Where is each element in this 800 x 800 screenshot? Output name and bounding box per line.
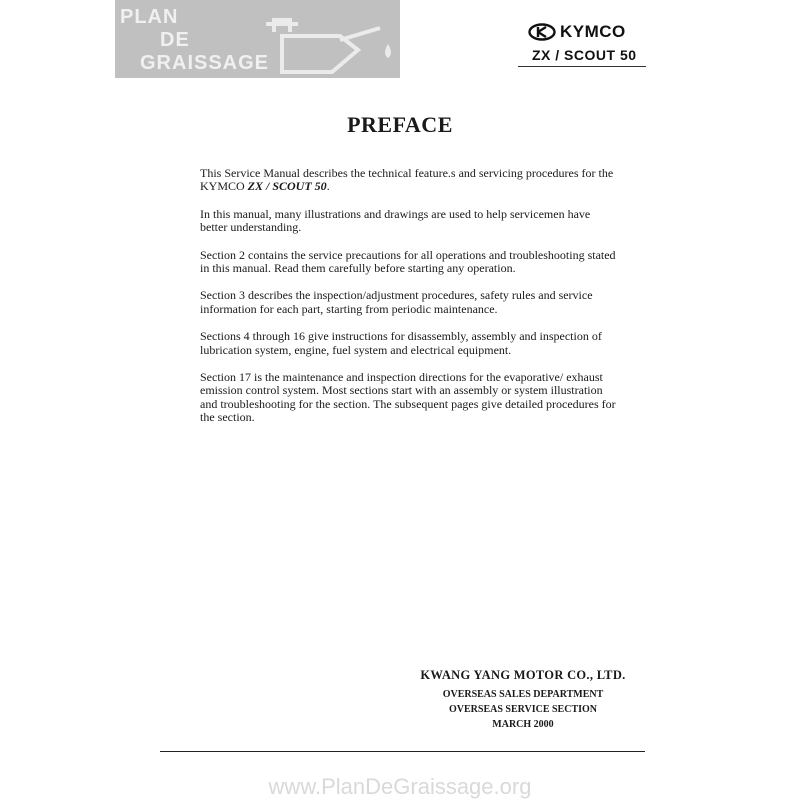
watermark-line-2: DE	[160, 29, 190, 51]
header-divider	[518, 66, 646, 67]
company-section: OVERSEAS SERVICE SECTION	[448, 704, 598, 715]
paragraph-6: Section 17 is the maintenance and inspection directions for the evaporative/ exhaust emission control system. Most sections start with an assembly or system illustration and troubleshooting for the section. The subsequent pages give detailed procedures for the section.	[200, 370, 616, 425]
company-department: OVERSEAS SALES DEPARTMENT	[442, 689, 604, 700]
preface-body	[200, 167, 620, 439]
model-emphasis: ZX / SCOUT 50	[247, 179, 327, 194]
paragraph-4: Section 3 describes the inspection/adjustment procedures, safety rules and service information for each part, starting from periodic maintenance.	[200, 288, 593, 316]
watermark-line-1: PLAN	[120, 6, 179, 28]
company-block	[408, 668, 638, 732]
company-date: MARCH 2000	[492, 719, 554, 730]
paragraph-text: .	[326, 179, 330, 194]
footer-watermark-url: www.PlanDeGraissage.org	[268, 774, 532, 799]
paragraph-3: Section 2 contains the service precautions for all operations and troubleshooting stated in this manual. Read them carefully before starting any operation.	[200, 247, 616, 276]
watermark-line-3: GRAISSAGE	[140, 52, 270, 74]
brand-name: KYMCO	[560, 22, 626, 41]
brand-header	[528, 22, 626, 42]
paragraph-text: This Service Manual describes the technical feature.s and servicing procedures for the KYMCO	[200, 166, 614, 194]
page-title: PREFACE	[347, 112, 453, 137]
paragraph-2: In this manual, many illustrations and drawings are used to help servicemen have better understanding.	[200, 206, 591, 235]
kymco-logo-icon	[528, 23, 556, 41]
oil-can-icon	[262, 10, 402, 80]
paragraph-5: Sections 4 through 16 give instructions for disassembly, assembly and inspection of lubrication system, engine, fuel system and electrical equipment.	[200, 329, 602, 357]
company-name: KWANG YANG MOTOR CO., LTD.	[420, 668, 626, 682]
footer-divider	[160, 751, 645, 752]
model-name: ZX / SCOUT 50	[532, 47, 637, 63]
paragraph-1	[200, 167, 620, 194]
